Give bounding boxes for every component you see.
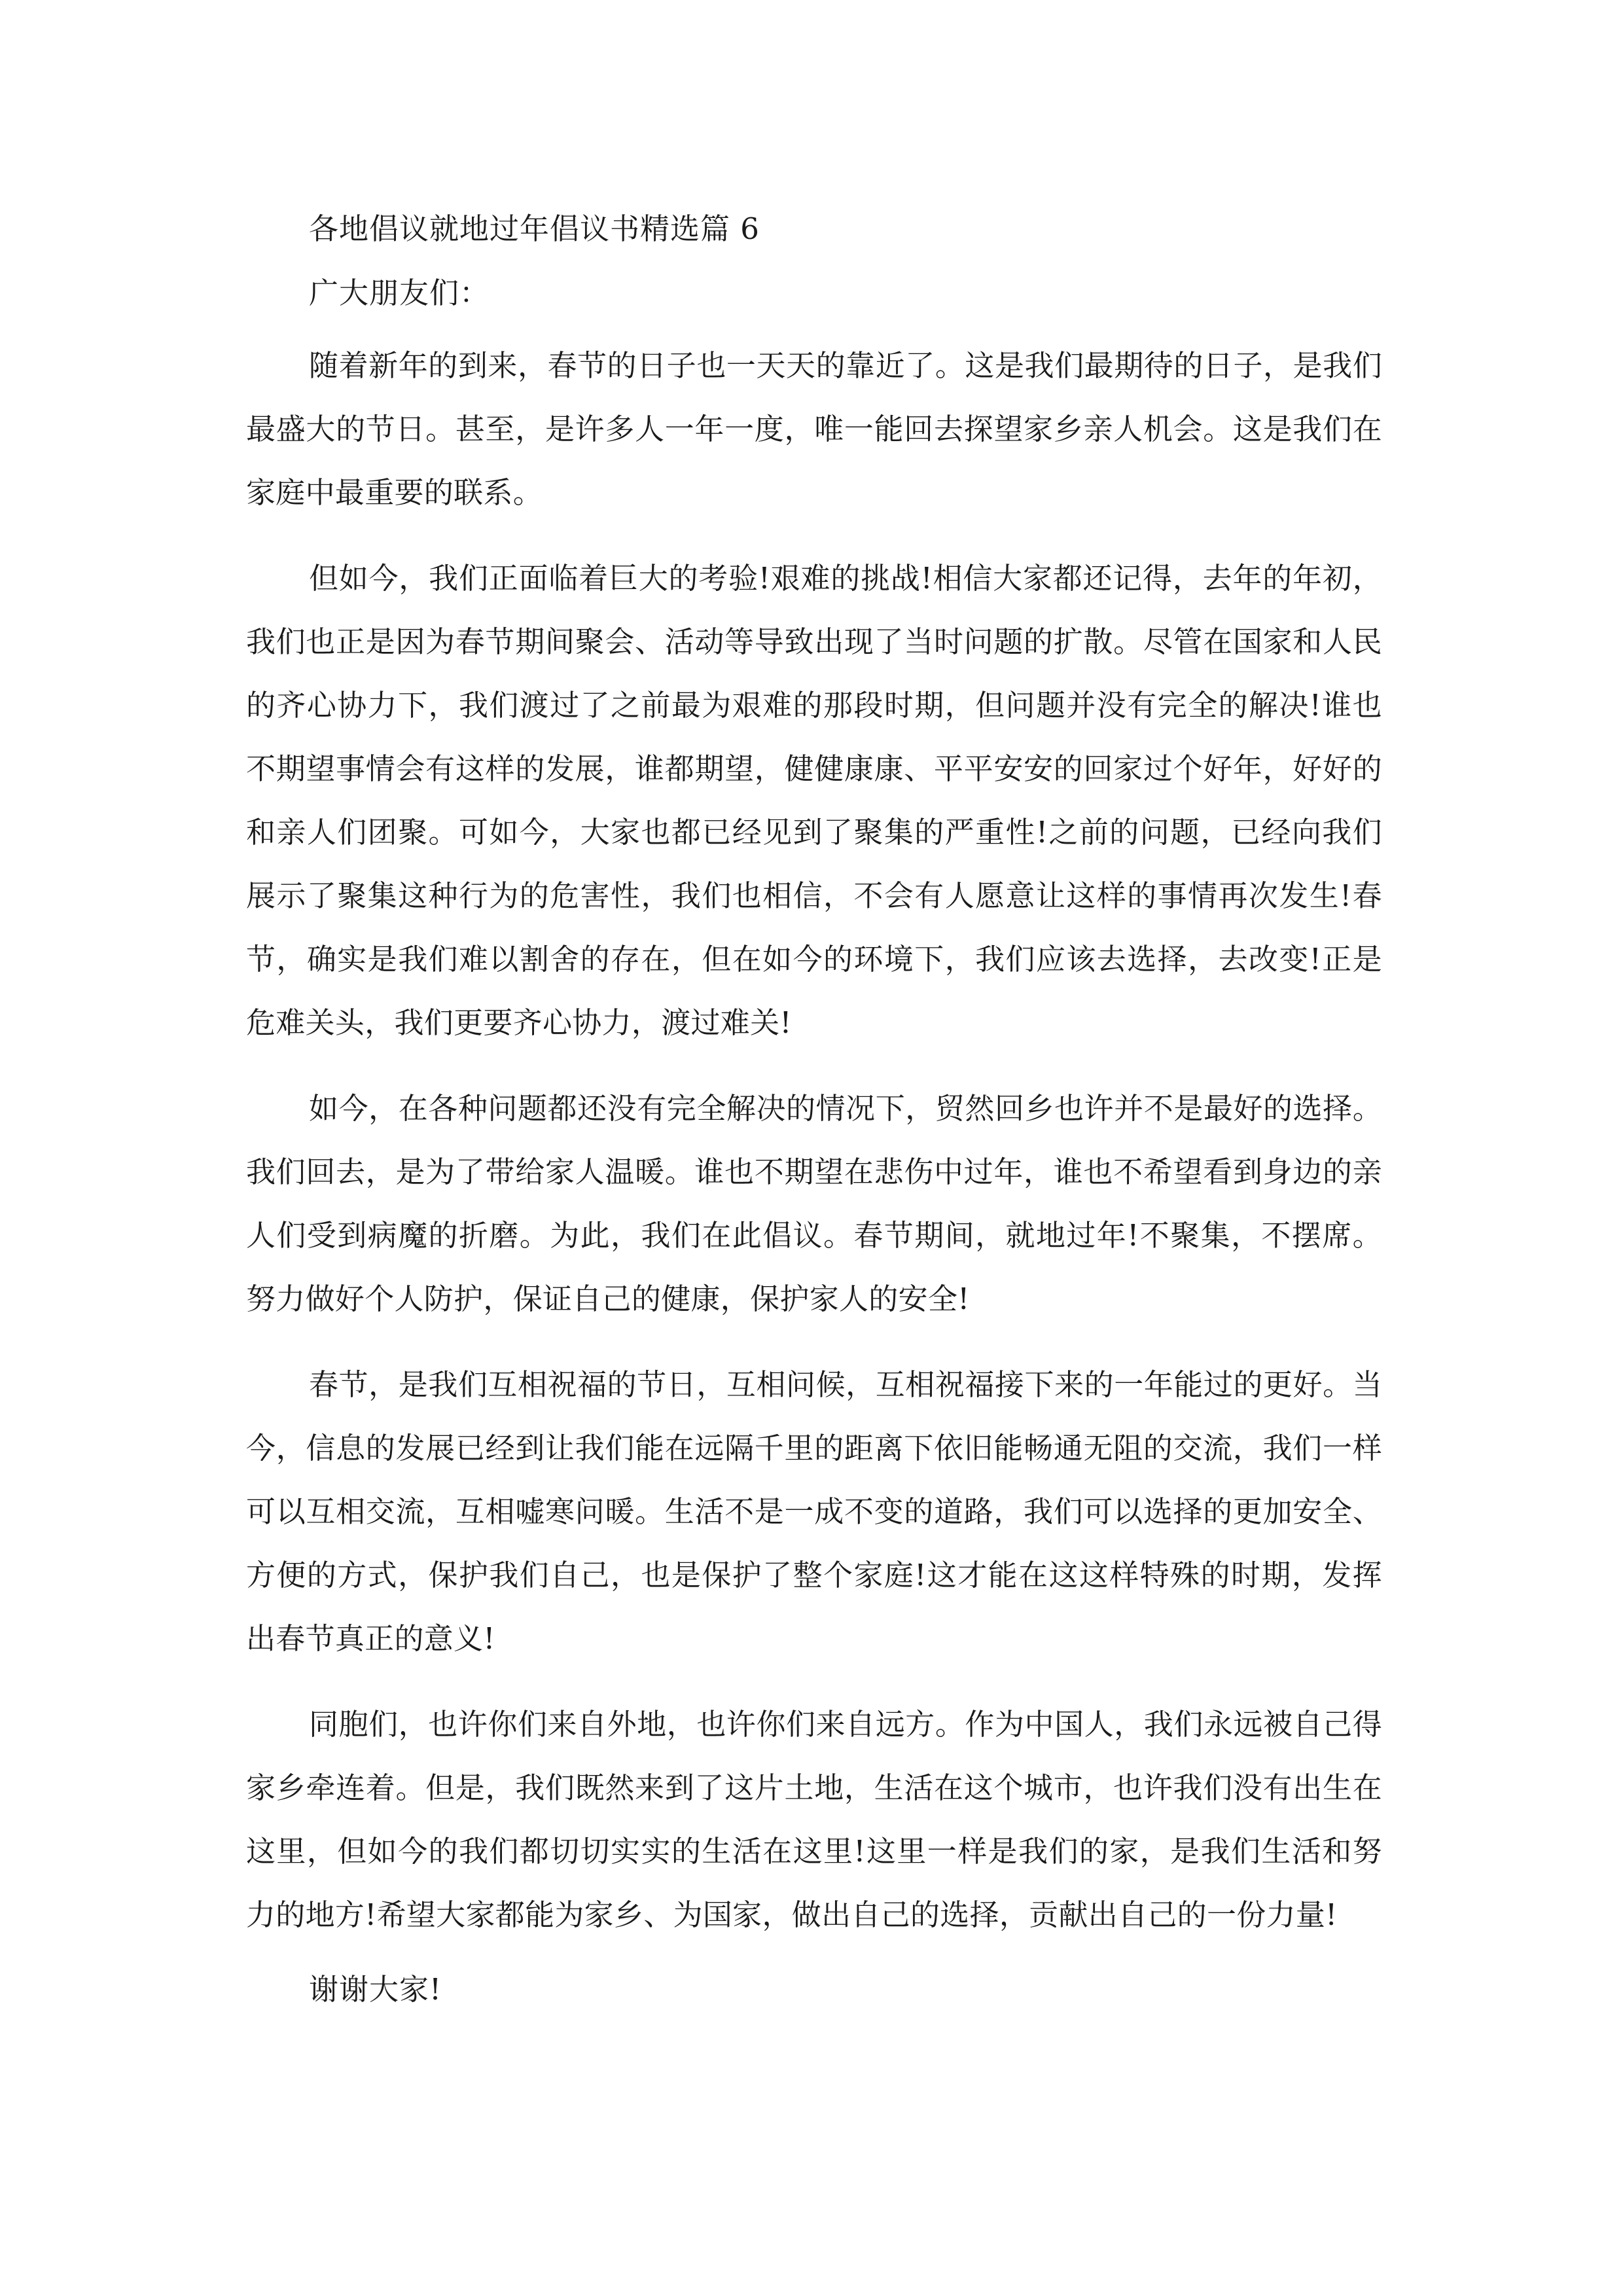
paragraph-5: 同胞们，也许你们来自外地，也许你们来自远方。作为中国人，我们永远被自己得家乡牵连着。但是，我们既然来到了这片土地，生活在这个城市，也许我们没有出生在这里，但如今的我们都切切实实的生活在这里!这里一样是我们的家，是我们生活和努力的地方!希望大家都能为家乡、为国家，做出自己的选择，贡献出自己的一份力量!	[246, 1707, 1382, 1932]
document-body	[246, 208, 1382, 2011]
paragraph-2: 但如今，我们正面临着巨大的考验!艰难的挑战!相信大家都还记得，去年的年初，我们也正是因为春节期间聚会、活动等导致出现了当时问题的扩散。尽管在国家和人民的齐心协力下，我们渡过了之前最为艰难的那段时期，但问题并没有完全的解决!谁也不期望事情会有这样的发展，谁都期望，健健康康、平平安安的回家过个好年，好好的和亲人们团聚。可如今，大家也都已经见到了聚集的严重性!之前的问题，已经向我们展示了聚集这种行为的危害性，我们也相信，不会有人愿意让这样的事情再次发生!春节，确实是我们难以割舍的存在，但在如今的环境下，我们应该去选择，去改变!正是危难关头，我们更要齐心协力，渡过难关!	[246, 561, 1382, 1040]
salutation: 广大朋友们：	[309, 276, 490, 310]
document-title: 各地倡议就地过年倡议书精选篇 6	[309, 211, 760, 246]
paragraph-4: 春节，是我们互相祝福的节日，互相问候，互相祝福接下来的一年能过的更好。当今，信息的发展已经到让我们能在远隔千里的距离下依旧能畅通无阻的交流，我们一样可以互相交流，互相嘘寒问暖。生活不是一成不变的道路，我们可以选择的更加安全、方便的方式，保护我们自己，也是保护了整个家庭!这才能在这这样特殊的时期，发挥出春节真正的意义!	[246, 1367, 1382, 1656]
closing-line: 谢谢大家!	[309, 1972, 442, 2007]
paragraph-3: 如今，在各种问题都还没有完全解决的情况下，贸然回乡也许并不是最好的选择。我们回去，是为了带给家人温暖。谁也不期望在悲伤中过年，谁也不希望看到身边的亲人们受到病魔的折磨。为此，我们在此倡议。春节期间，就地过年!不聚集，不摆席。努力做好个人防护，保证自己的健康，保护家人的安全!	[246, 1091, 1382, 1316]
paragraph-1: 随着新年的到来，春节的日子也一天天的靠近了。这是我们最期待的日子，是我们最盛大的节日。甚至，是许多人一年一度，唯一能回去探望家乡亲人机会。这是我们在家庭中最重要的联系。	[246, 348, 1382, 510]
